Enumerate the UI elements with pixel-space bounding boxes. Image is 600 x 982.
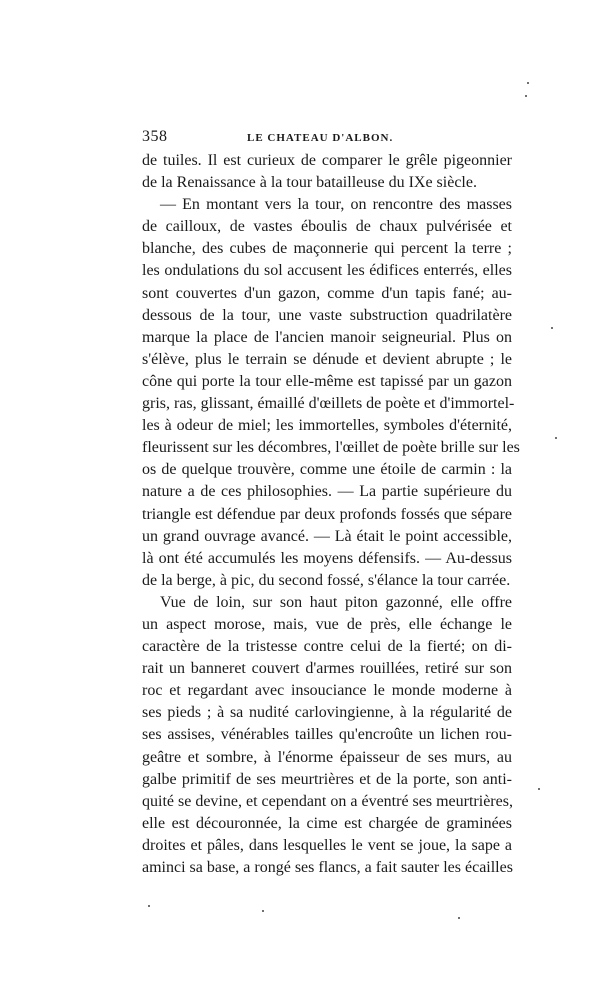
text-line: triangle est défendue par deux profonds fossés que sépare	[142, 505, 512, 523]
scan-speck	[525, 95, 527, 97]
text-line: de la berge, à pic, du second fossé, s'élance la tour carrée.	[142, 571, 511, 589]
text-line: un grand ouvrage avancé. — Là était le point accessible,	[142, 527, 512, 545]
scan-speck	[538, 788, 540, 790]
text-line: nature a de ces philosophies. — La partie supérieure du	[142, 483, 512, 501]
scan-speck	[527, 82, 529, 84]
text-line: un aspect morose, mais, vue de près, elle échange le	[142, 615, 512, 633]
text-line: roc et regardant avec insouciance le monde moderne à	[142, 682, 512, 700]
scan-speck	[458, 917, 460, 919]
text-line: s'élève, plus le terrain se dénude et devient abrupte ; le	[142, 350, 512, 368]
text-line: Vue de loin, sur son haut piton gazonné, elle offre	[160, 593, 512, 611]
text-line: de la Renaissance à la tour batailleuse du IXe siècle.	[142, 174, 477, 192]
text-line: de tuiles. Il est curieux de comparer le grêle pigeonnier	[142, 152, 512, 169]
text-line: rait un banneret couvert d'armes rouillées, retiré sur son	[142, 660, 512, 678]
text-line: geâtre et sombre, à l'énorme épaisseur de ses murs, au	[142, 748, 512, 766]
text-line: les à odeur de miel; les immortelles, symboles d'éternité,	[142, 417, 512, 435]
text-line: là ont été accumulés les moyens défensifs. — Au-dessus	[142, 549, 512, 567]
text-line: ses pieds ; à sa nudité carlovingienne, à la régularité de	[142, 704, 512, 722]
text-line: les ondulations du sol accusent les édifices enterrés, elles	[142, 262, 512, 280]
text-line: cône qui porte la tour elle-même est tapissé par un gazon	[142, 372, 512, 390]
text-line: sont couvertes d'un gazon, comme d'un tapis fané; au-	[142, 284, 512, 302]
text-line: dessous de la tour, une vaste substruction quadrilatère	[142, 306, 512, 324]
text-line: fleurissent sur les décombres, l'œillet de poète brille sur les	[142, 439, 520, 457]
text-line: quité se devine, et cependant on a éventré ses meurtrières,	[142, 792, 513, 810]
text-line: de cailloux, de vastes éboulis de chaux pulvérisée et	[142, 218, 512, 236]
page-number: 358	[142, 128, 168, 145]
page-header	[142, 128, 512, 148]
scan-speck	[148, 905, 150, 907]
scan-speck	[555, 437, 557, 439]
text-line: galbe primitif de ses meurtrières et de la porte, son anti-	[142, 770, 512, 788]
text-line: os de quelque trouvère, comme une étoile de carmin : la	[142, 461, 512, 479]
text-line: marque la place de l'ancien manoir seigneurial. Plus on	[142, 328, 512, 346]
running-head: LE CHATEAU D'ALBON.	[247, 132, 394, 144]
text-line: elle est découronnée, la cime est chargée de graminées	[142, 814, 512, 832]
text-line: caractère de la tristesse contre celui de la fierté; on di-	[142, 638, 512, 656]
text-line: droites et pâles, dans lesquelles le vent se joue, la sape a	[142, 836, 512, 854]
scan-speck	[262, 910, 264, 912]
scan-speck	[551, 327, 553, 329]
body-text	[142, 150, 520, 879]
text-line: — En montant vers la tour, on rencontre des masses	[160, 196, 512, 214]
text-line: ses assises, vénérables tailles qu'encroûte un lichen rou-	[142, 726, 512, 744]
text-line: blanche, des cubes de maçonnerie qui percent la terre ;	[142, 240, 512, 258]
text-line: gris, ras, glissant, émaillé d'œillets de poète et d'immortel-	[142, 395, 515, 413]
text-line: aminci sa base, a rongé ses flancs, a fait sauter les écailles	[142, 859, 513, 876]
